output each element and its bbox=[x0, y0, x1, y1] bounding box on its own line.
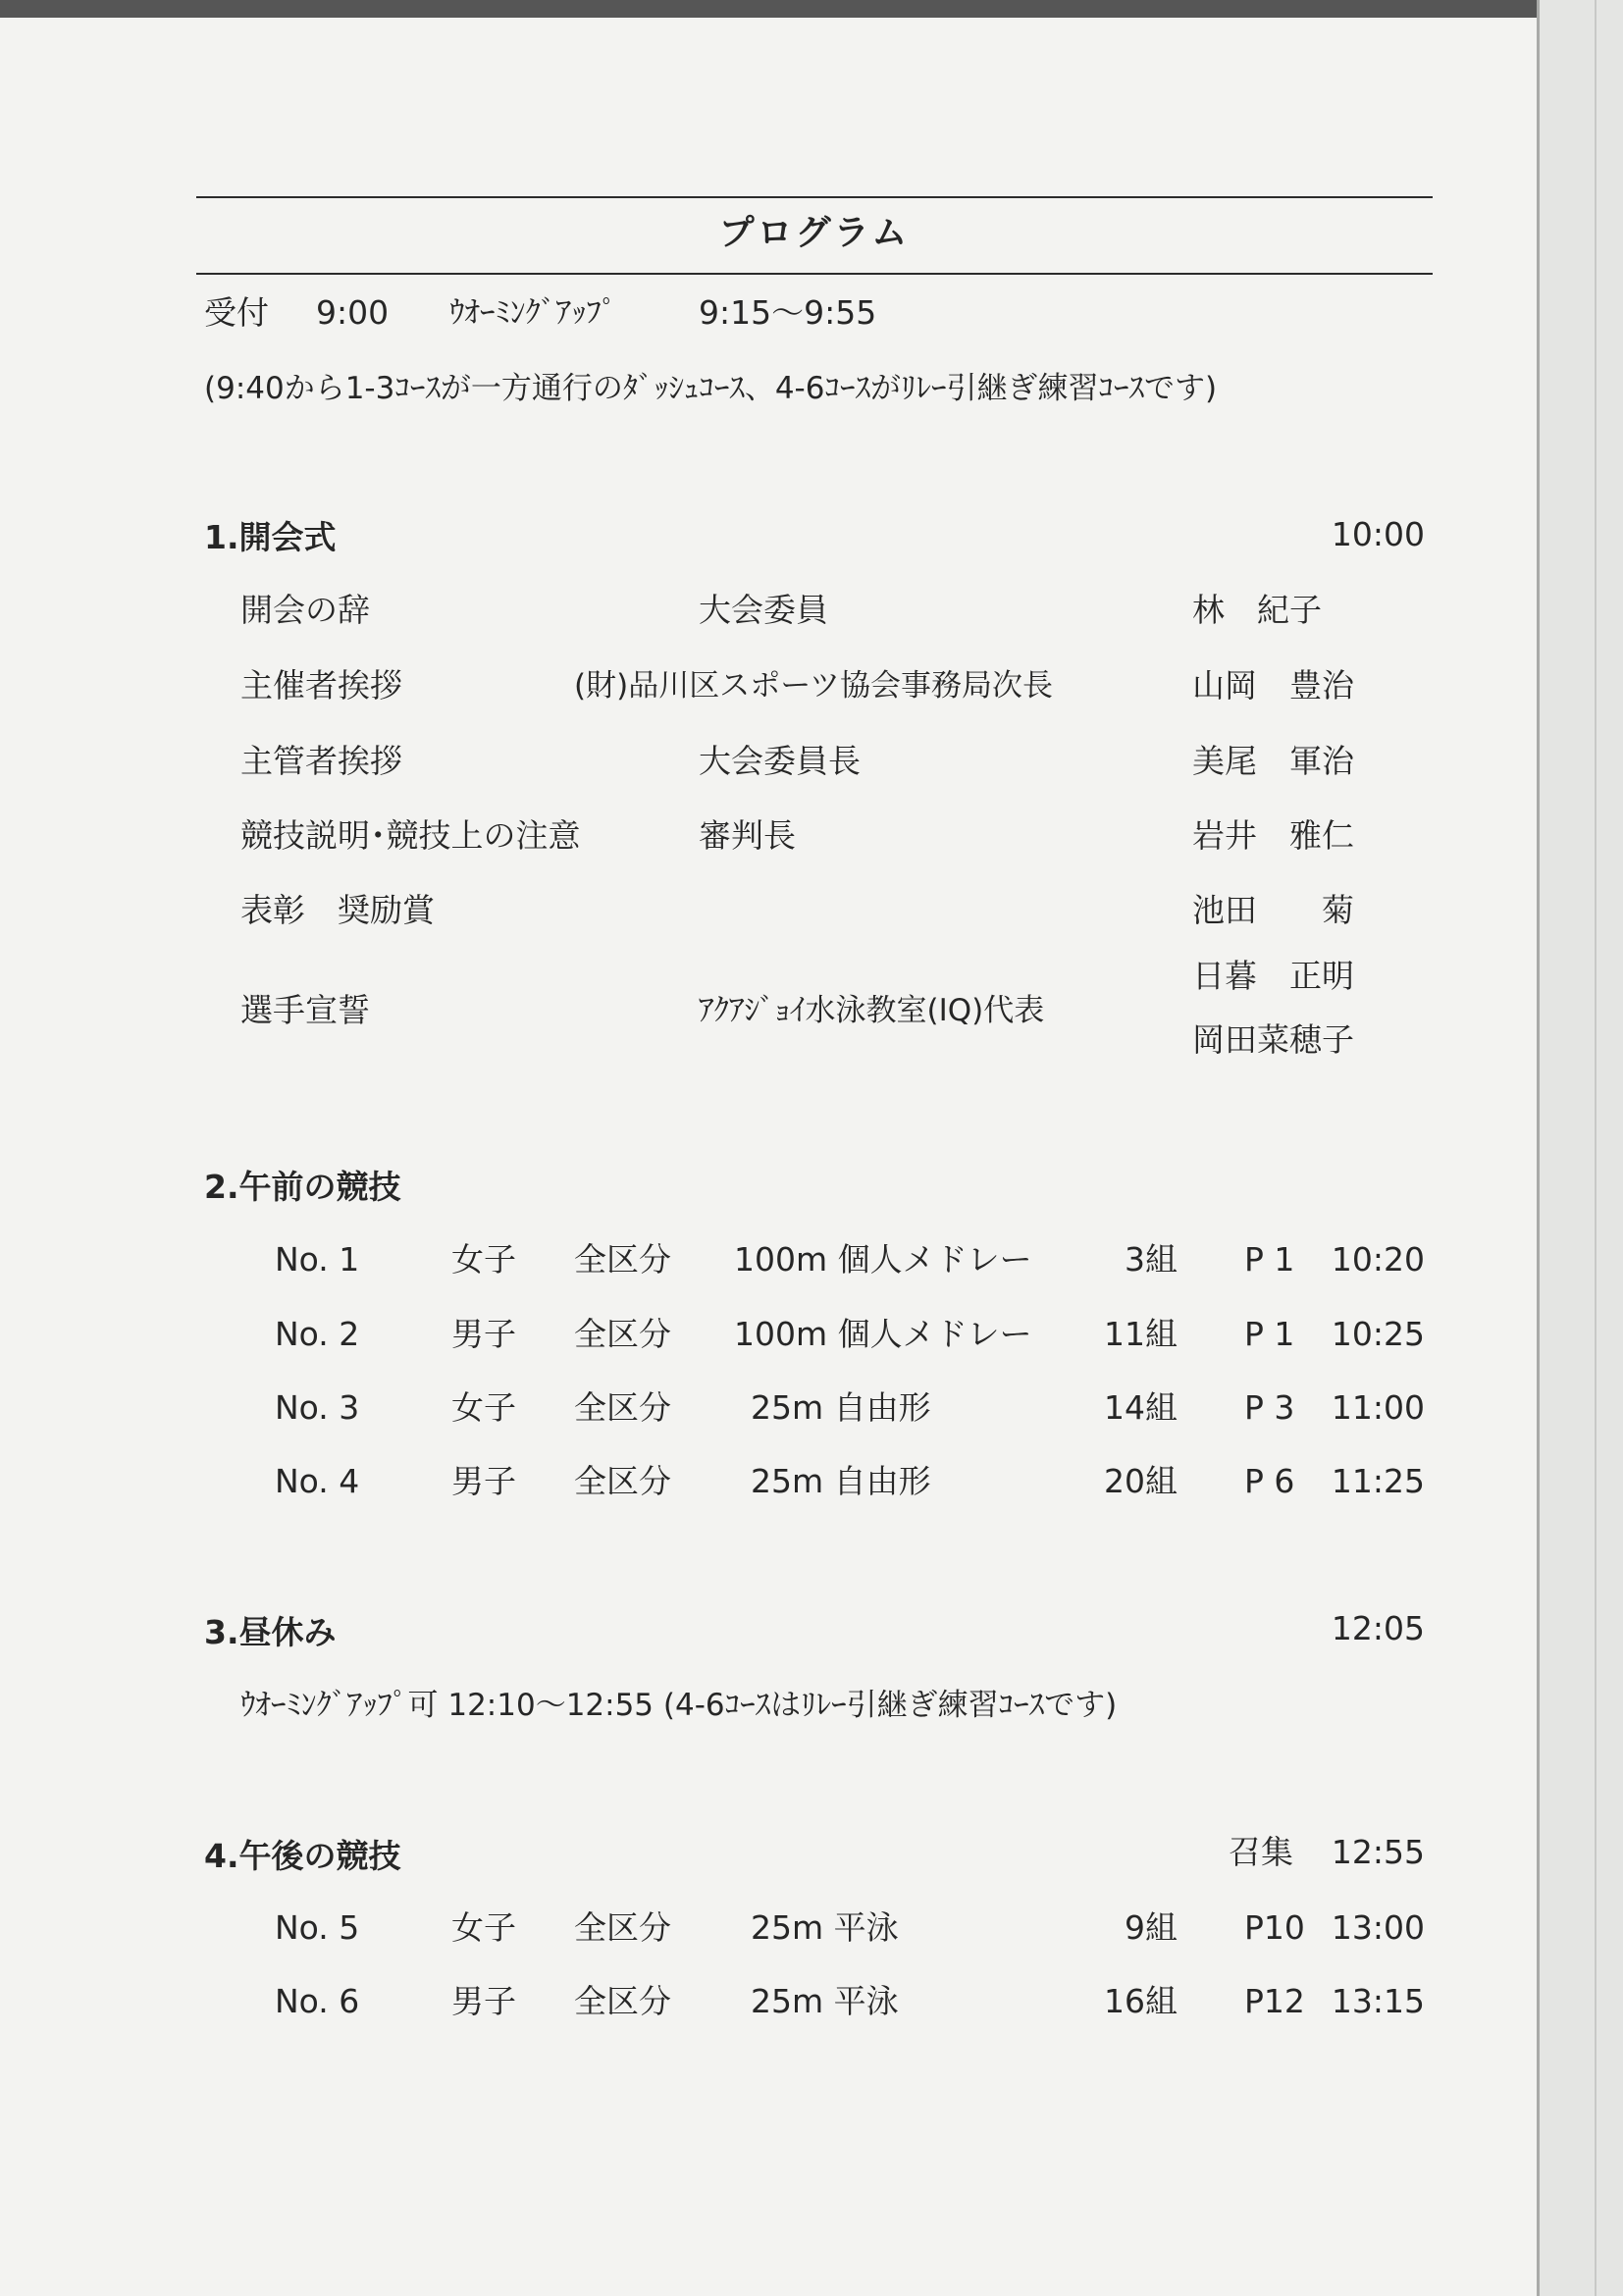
section2-heading: 2.午前の競技 bbox=[204, 1168, 401, 1206]
event-page: P 1 bbox=[1244, 1240, 1295, 1278]
event-number: No. 5 bbox=[275, 1908, 360, 1947]
section3-heading: 3.昼休み bbox=[204, 1613, 337, 1651]
ceremony-name: 岡田菜穂子 bbox=[1192, 1020, 1354, 1059]
event-name: 100m 個人メドレー bbox=[734, 1240, 1032, 1278]
ceremony-item: 表彰 奨励賞 bbox=[240, 891, 435, 929]
event-number: No. 1 bbox=[275, 1240, 360, 1278]
event-division: 全区分 bbox=[574, 1462, 671, 1500]
ceremony-role: ｱｸｱｼﾞｮｲ水泳教室(IQ)代表 bbox=[699, 993, 1045, 1028]
event-time: 13:15 bbox=[1331, 1982, 1425, 2020]
warmup-time: 9:15〜9:55 bbox=[699, 293, 877, 332]
event-gender: 女子 bbox=[451, 1388, 516, 1427]
ceremony-name: 岩井 雅仁 bbox=[1192, 816, 1354, 855]
section3-time: 12:05 bbox=[1331, 1609, 1425, 1647]
event-time: 11:00 bbox=[1331, 1388, 1425, 1427]
section4-heading: 4.午後の競技 bbox=[204, 1837, 401, 1875]
ceremony-name: 池田 菊 bbox=[1192, 891, 1354, 929]
ceremony-role: 審判長 bbox=[699, 816, 796, 855]
event-division: 全区分 bbox=[574, 1315, 671, 1353]
title-bottom-rule bbox=[196, 273, 1433, 275]
event-name: 25m 自由形 bbox=[751, 1388, 931, 1427]
event-division: 全区分 bbox=[574, 1388, 671, 1427]
warmup-label: ｳｵｰﾐﾝｸﾞｱｯﾌﾟ bbox=[449, 295, 617, 331]
ceremony-role: (財)品川区スポーツ協会事務局次長 bbox=[574, 668, 1053, 704]
section1-heading: 1.開会式 bbox=[204, 518, 337, 556]
scan-page-fold-2 bbox=[1595, 0, 1597, 2296]
event-gender: 女子 bbox=[451, 1240, 516, 1278]
event-page: P 3 bbox=[1244, 1388, 1295, 1427]
event-number: No. 3 bbox=[275, 1388, 360, 1427]
title-top-rule bbox=[196, 196, 1433, 198]
event-page: P12 bbox=[1244, 1982, 1305, 2020]
section1-time: 10:00 bbox=[1331, 515, 1425, 553]
event-groups: 16組 bbox=[1104, 1982, 1178, 2020]
reception-time: 9:00 bbox=[316, 293, 390, 332]
event-number: No. 2 bbox=[275, 1315, 360, 1353]
event-name: 25m 自由形 bbox=[751, 1462, 931, 1500]
event-name: 25m 平泳 bbox=[751, 1982, 899, 2020]
reception-note: (9:40から1-3ｺｰｽが一方通行のﾀﾞｯｼｭｺｰｽ、4-6ｺｰｽがﾘﾚｰ引継ぎ練習ｺｰｽです) bbox=[204, 371, 1218, 406]
event-groups: 14組 bbox=[1104, 1388, 1178, 1427]
event-page: P10 bbox=[1244, 1908, 1305, 1947]
scan-top-edge bbox=[0, 0, 1623, 18]
ceremony-item: 競技説明･競技上の注意 bbox=[240, 816, 581, 855]
event-time: 10:20 bbox=[1331, 1240, 1425, 1278]
event-number: No. 4 bbox=[275, 1462, 360, 1500]
event-division: 全区分 bbox=[574, 1240, 671, 1278]
ceremony-item: 主催者挨拶 bbox=[240, 666, 402, 704]
event-page: P 1 bbox=[1244, 1315, 1295, 1353]
call-time: 12:55 bbox=[1331, 1833, 1425, 1871]
event-groups: 9組 bbox=[1125, 1908, 1178, 1947]
ceremony-name: 林 紀子 bbox=[1192, 591, 1322, 629]
event-time: 13:00 bbox=[1331, 1908, 1425, 1947]
ceremony-name: 日暮 正明 bbox=[1192, 957, 1354, 995]
scan-right-edge bbox=[1539, 0, 1623, 2296]
event-number: No. 6 bbox=[275, 1982, 360, 2020]
event-name: 100m 個人メドレー bbox=[734, 1315, 1032, 1353]
event-division: 全区分 bbox=[574, 1982, 671, 2020]
page-title: プログラム bbox=[718, 213, 911, 253]
event-division: 全区分 bbox=[574, 1908, 671, 1947]
event-gender: 男子 bbox=[451, 1982, 516, 2020]
event-groups: 20組 bbox=[1104, 1462, 1178, 1500]
ceremony-name: 美尾 軍治 bbox=[1192, 742, 1354, 780]
reception-label: 受付 bbox=[204, 293, 269, 332]
ceremony-item: 選手宣誓 bbox=[240, 991, 370, 1029]
event-page: P 6 bbox=[1244, 1462, 1295, 1500]
event-name: 25m 平泳 bbox=[751, 1908, 899, 1947]
ceremony-item: 主管者挨拶 bbox=[240, 742, 402, 780]
event-gender: 女子 bbox=[451, 1908, 516, 1947]
event-gender: 男子 bbox=[451, 1315, 516, 1353]
ceremony-role: 大会委員 bbox=[699, 591, 828, 629]
event-groups: 11組 bbox=[1104, 1315, 1178, 1353]
event-time: 10:25 bbox=[1331, 1315, 1425, 1353]
ceremony-item: 開会の辞 bbox=[240, 591, 370, 629]
ceremony-role: 大会委員長 bbox=[699, 742, 861, 780]
call-label: 召集 bbox=[1229, 1833, 1293, 1871]
event-gender: 男子 bbox=[451, 1462, 516, 1500]
ceremony-name: 山岡 豊治 bbox=[1192, 666, 1354, 704]
scan-page-fold bbox=[1537, 0, 1540, 2296]
event-groups: 3組 bbox=[1125, 1240, 1178, 1278]
event-time: 11:25 bbox=[1331, 1462, 1425, 1500]
lunch-warmup-note: ｳｵｰﾐﾝｸﾞｱｯﾌﾟ可 12:10〜12:55 (4-6ｺｰｽはﾘﾚｰ引継ぎ練習ｺｰｽです) bbox=[240, 1688, 1118, 1723]
